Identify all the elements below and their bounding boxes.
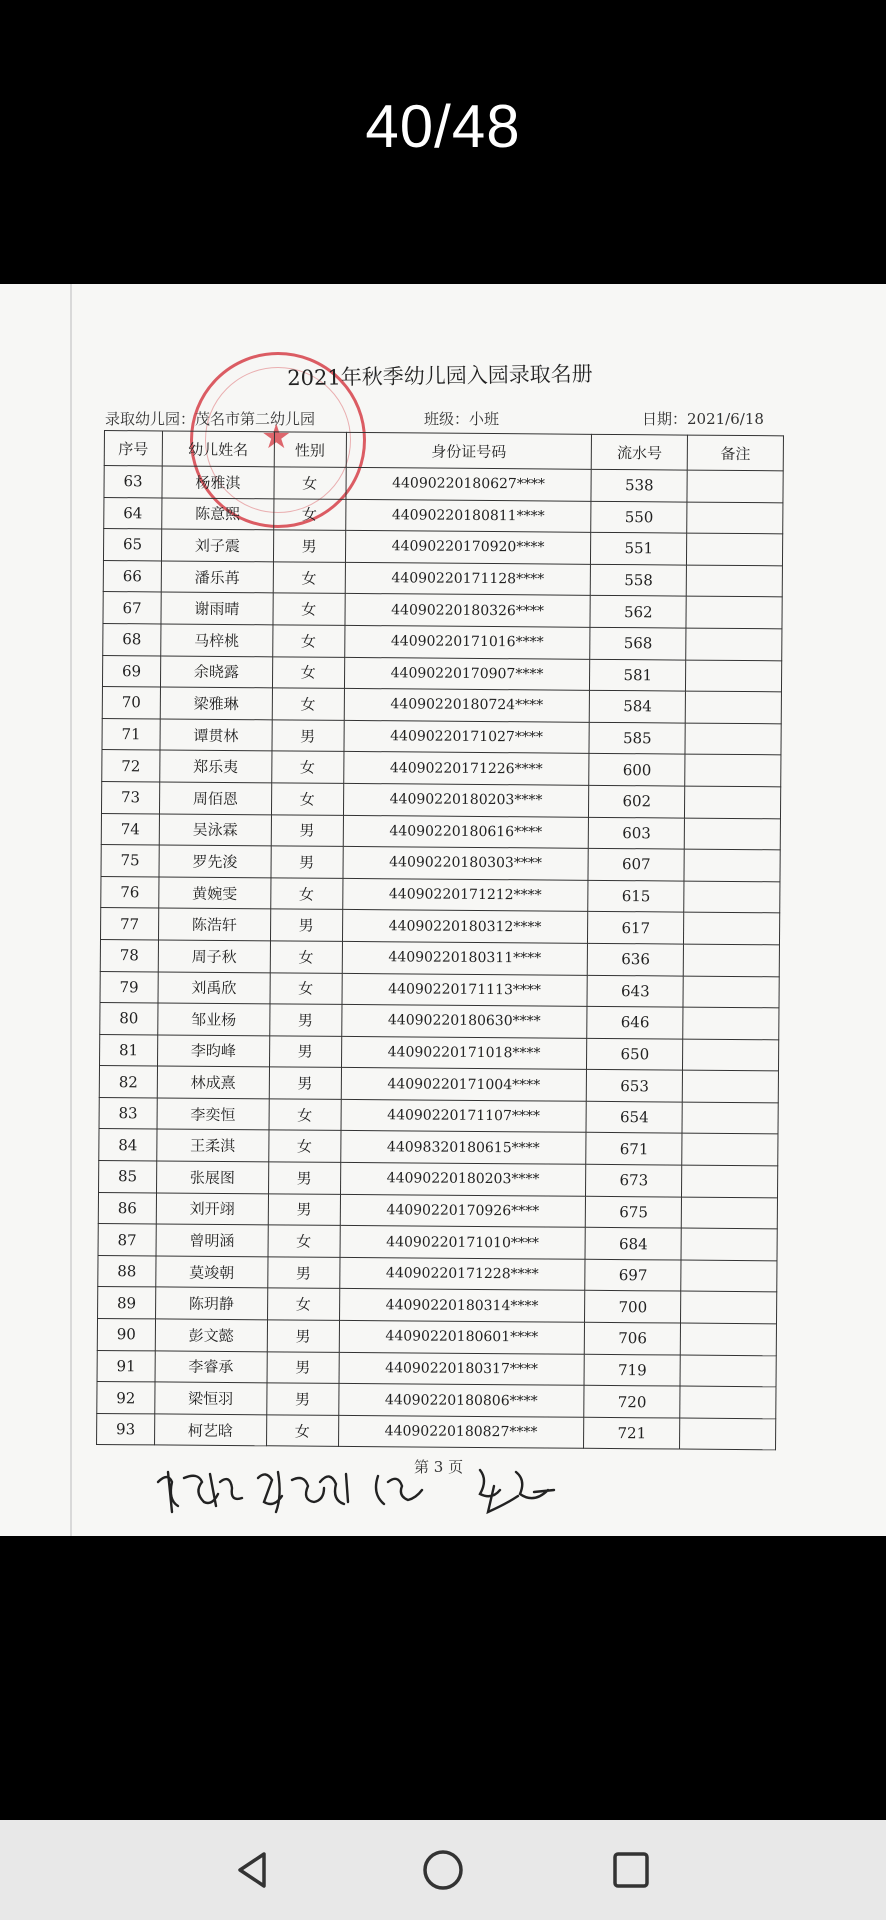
cell-gender: 女 bbox=[267, 1288, 339, 1320]
cell-gender: 男 bbox=[271, 814, 343, 846]
cell-gender: 男 bbox=[268, 1193, 340, 1225]
cell-name: 梁雅琳 bbox=[160, 687, 272, 719]
viewer-top-bar bbox=[0, 0, 886, 284]
triangle-back-icon bbox=[226, 1842, 282, 1898]
cell-name: 曾明涵 bbox=[156, 1224, 268, 1256]
cell-remark bbox=[682, 1134, 778, 1166]
cell-remark bbox=[681, 1291, 777, 1323]
cell-name: 周佰恩 bbox=[159, 782, 271, 814]
roster-table bbox=[96, 430, 784, 1451]
cell-remark bbox=[687, 533, 783, 565]
cell-id: 44090220171027**** bbox=[344, 720, 590, 754]
cell-remark bbox=[683, 976, 779, 1008]
class-label: 班级：小班 bbox=[424, 410, 500, 428]
cell-no: 88 bbox=[98, 1255, 156, 1287]
cell-no: 68 bbox=[103, 623, 161, 655]
cell-remark bbox=[680, 1386, 776, 1418]
cell-id: 44090220180627**** bbox=[345, 467, 591, 501]
cell-id: 44090220180314**** bbox=[339, 1289, 585, 1323]
cell-name: 邹业杨 bbox=[158, 1003, 270, 1035]
table-row bbox=[97, 1382, 776, 1419]
table-row bbox=[101, 845, 780, 882]
circle-home-icon bbox=[415, 1842, 471, 1898]
cell-remark bbox=[681, 1260, 777, 1292]
cell-id: 44090220180601**** bbox=[339, 1320, 585, 1354]
cell-gender: 女 bbox=[271, 751, 343, 783]
cell-id: 44090220180326**** bbox=[345, 594, 591, 628]
header-no: 序号 bbox=[104, 431, 162, 466]
cell-serial: 720 bbox=[584, 1386, 680, 1418]
cell-gender: 女 bbox=[272, 625, 344, 657]
table-header-row bbox=[104, 431, 783, 471]
table-row bbox=[101, 813, 780, 850]
cell-name: 陈浩轩 bbox=[158, 908, 270, 940]
cell-id: 44090220171228**** bbox=[339, 1257, 585, 1291]
table-row bbox=[102, 687, 781, 724]
cell-serial: 607 bbox=[588, 848, 684, 880]
cell-id: 44090220180806**** bbox=[338, 1384, 584, 1418]
cell-name: 谢雨晴 bbox=[161, 592, 273, 624]
cell-gender: 男 bbox=[266, 1383, 338, 1415]
cell-gender: 女 bbox=[271, 783, 343, 815]
cell-serial: 600 bbox=[589, 754, 685, 786]
cell-no: 65 bbox=[103, 529, 161, 561]
table-row bbox=[98, 1224, 777, 1261]
cell-no: 91 bbox=[97, 1350, 155, 1382]
cell-remark bbox=[680, 1355, 776, 1387]
cell-remark bbox=[682, 1102, 778, 1134]
cell-remark bbox=[687, 470, 783, 502]
cell-id: 44098320180615**** bbox=[340, 1131, 586, 1165]
cell-gender: 女 bbox=[274, 467, 346, 499]
cell-gender: 男 bbox=[270, 909, 342, 941]
cell-serial: 721 bbox=[584, 1417, 680, 1449]
handwritten-signatures bbox=[150, 1452, 650, 1532]
table-row bbox=[97, 1319, 776, 1356]
cell-gender: 男 bbox=[269, 1004, 341, 1036]
cell-no: 63 bbox=[104, 466, 162, 498]
cell-id: 44090220180203**** bbox=[343, 783, 589, 817]
cell-serial: 706 bbox=[585, 1322, 681, 1354]
cell-id: 44090220180311**** bbox=[342, 941, 588, 975]
cell-id: 44090220171226**** bbox=[343, 752, 589, 786]
home-button[interactable] bbox=[415, 1842, 471, 1898]
cell-id: 44090220180303**** bbox=[343, 847, 589, 881]
table-row bbox=[104, 497, 783, 534]
cell-gender: 女 bbox=[270, 941, 342, 973]
cell-no: 89 bbox=[98, 1287, 156, 1319]
cell-no: 66 bbox=[103, 560, 161, 592]
cell-name: 陈玥静 bbox=[155, 1287, 267, 1319]
cell-no: 74 bbox=[101, 813, 159, 845]
cell-serial: 602 bbox=[589, 785, 685, 817]
cell-remark bbox=[686, 596, 782, 628]
cell-serial: 673 bbox=[586, 1164, 682, 1196]
cell-gender: 女 bbox=[273, 562, 345, 594]
table-row bbox=[100, 1003, 779, 1040]
cell-serial: 671 bbox=[586, 1133, 682, 1165]
cell-remark bbox=[685, 754, 781, 786]
cell-id: 44090220171212**** bbox=[342, 878, 588, 912]
cell-name: 吴泳霖 bbox=[159, 813, 271, 845]
cell-remark bbox=[681, 1197, 777, 1229]
cell-gender: 女 bbox=[268, 1130, 340, 1162]
cell-name: 李睿承 bbox=[155, 1351, 267, 1383]
cell-id: 44090220171010**** bbox=[340, 1226, 586, 1260]
roster-body bbox=[97, 466, 784, 1451]
cell-no: 92 bbox=[97, 1382, 155, 1414]
cell-remark bbox=[684, 912, 780, 944]
cell-serial: 719 bbox=[584, 1354, 680, 1386]
header-gender: 性别 bbox=[274, 432, 346, 468]
cell-no: 82 bbox=[99, 1066, 157, 1098]
cell-name: 莫竣朝 bbox=[156, 1256, 268, 1288]
cell-gender: 女 bbox=[268, 1225, 340, 1257]
cell-no: 78 bbox=[100, 939, 158, 971]
cell-gender: 男 bbox=[269, 1067, 341, 1099]
cell-name: 刘开翊 bbox=[156, 1193, 268, 1225]
cell-id: 44090220180317**** bbox=[339, 1352, 585, 1386]
cell-gender: 女 bbox=[272, 688, 344, 720]
table-row bbox=[102, 655, 781, 692]
document-title: 2021年秋季幼儿园入园录取名册 bbox=[287, 361, 593, 391]
cell-gender: 男 bbox=[267, 1257, 339, 1289]
cell-no: 67 bbox=[103, 592, 161, 624]
cell-name: 潘乐苒 bbox=[161, 561, 273, 593]
cell-gender: 男 bbox=[269, 1036, 341, 1068]
cell-no: 80 bbox=[100, 1003, 158, 1035]
cell-no: 83 bbox=[99, 1097, 157, 1129]
cell-serial: 646 bbox=[587, 1006, 683, 1038]
cell-no: 72 bbox=[102, 750, 160, 782]
cell-gender: 女 bbox=[266, 1415, 338, 1447]
cell-gender: 男 bbox=[267, 1351, 339, 1383]
table-row bbox=[97, 1413, 776, 1450]
cell-no: 71 bbox=[102, 718, 160, 750]
cell-serial: 550 bbox=[591, 501, 687, 533]
cell-serial: 653 bbox=[587, 1070, 683, 1102]
cell-serial: 585 bbox=[589, 722, 685, 754]
cell-remark bbox=[684, 818, 780, 850]
page-counter: 40/48 bbox=[365, 93, 521, 160]
cell-name: 周子秋 bbox=[158, 940, 270, 972]
cell-no: 70 bbox=[102, 687, 160, 719]
cell-gender: 女 bbox=[273, 593, 345, 625]
cell-name: 罗先浚 bbox=[159, 845, 271, 877]
cell-no: 64 bbox=[104, 497, 162, 529]
table-row bbox=[102, 750, 781, 787]
cell-gender: 男 bbox=[267, 1320, 339, 1352]
cell-no: 81 bbox=[100, 1034, 158, 1066]
cell-no: 75 bbox=[101, 845, 159, 877]
cell-serial: 650 bbox=[587, 1038, 683, 1070]
cell-name: 王柔淇 bbox=[157, 1129, 269, 1161]
android-navigation-bar bbox=[0, 1820, 886, 1920]
cell-no: 76 bbox=[101, 876, 159, 908]
cell-name: 刘禹欣 bbox=[158, 971, 270, 1003]
recent-apps-button[interactable] bbox=[603, 1842, 659, 1898]
cell-serial: 615 bbox=[588, 880, 684, 912]
table-row bbox=[98, 1255, 777, 1292]
cell-serial: 568 bbox=[590, 627, 686, 659]
cell-serial: 551 bbox=[591, 533, 687, 565]
cell-no: 79 bbox=[100, 971, 158, 1003]
cell-remark bbox=[686, 565, 782, 597]
cell-id: 44090220180312**** bbox=[342, 910, 588, 944]
cell-serial: 643 bbox=[587, 975, 683, 1007]
cell-name: 黄婉雯 bbox=[159, 877, 271, 909]
cell-serial: 538 bbox=[591, 469, 687, 501]
cell-serial: 558 bbox=[591, 564, 687, 596]
cell-id: 44090220180811**** bbox=[345, 499, 591, 533]
table-row bbox=[101, 876, 780, 913]
cell-remark bbox=[680, 1418, 776, 1450]
cell-name: 余晓露 bbox=[160, 656, 272, 688]
table-row bbox=[98, 1192, 777, 1229]
cell-serial: 584 bbox=[590, 690, 686, 722]
cell-gender: 女 bbox=[272, 656, 344, 688]
table-row bbox=[99, 1066, 778, 1103]
cell-no: 85 bbox=[99, 1161, 157, 1193]
table-row bbox=[99, 1129, 778, 1166]
cell-remark bbox=[684, 849, 780, 881]
cell-id: 44090220180630**** bbox=[341, 1004, 587, 1038]
cell-name: 柯艺晗 bbox=[154, 1414, 266, 1446]
cell-gender: 女 bbox=[273, 498, 345, 530]
table-row bbox=[103, 560, 782, 597]
cell-id: 44090220170920**** bbox=[345, 531, 591, 565]
cell-remark bbox=[682, 1070, 778, 1102]
header-serial: 流水号 bbox=[592, 434, 688, 470]
page-edge-line bbox=[70, 284, 72, 1536]
table-row bbox=[98, 1287, 777, 1324]
cell-no: 90 bbox=[97, 1319, 155, 1351]
cell-name: 马梓桃 bbox=[161, 624, 273, 656]
table-row bbox=[99, 1097, 778, 1134]
school-label: 录取幼儿园：茂名市第二幼儿园 bbox=[105, 410, 316, 428]
header-id: 身份证号码 bbox=[346, 432, 592, 469]
cell-name: 梁恒羽 bbox=[155, 1382, 267, 1414]
cell-serial: 636 bbox=[588, 943, 684, 975]
table-row bbox=[103, 592, 782, 629]
table-row bbox=[97, 1350, 776, 1387]
cell-no: 69 bbox=[102, 655, 160, 687]
cell-no: 93 bbox=[97, 1413, 155, 1445]
table-row bbox=[104, 466, 783, 503]
cell-serial: 562 bbox=[590, 596, 686, 628]
cell-name: 刘子震 bbox=[161, 529, 273, 561]
table-row bbox=[100, 908, 779, 945]
cell-remark bbox=[684, 881, 780, 913]
cell-id: 44090220180724**** bbox=[344, 689, 590, 723]
cell-remark bbox=[681, 1228, 777, 1260]
cell-name: 谭贯林 bbox=[160, 719, 272, 751]
cell-serial: 700 bbox=[585, 1291, 681, 1323]
cell-remark bbox=[683, 1039, 779, 1071]
cell-id: 44090220171128**** bbox=[345, 562, 591, 596]
cell-id: 44090220171016**** bbox=[344, 625, 590, 659]
table-row bbox=[100, 1034, 779, 1071]
cell-serial: 675 bbox=[586, 1196, 682, 1228]
cell-no: 86 bbox=[98, 1192, 156, 1224]
cell-name: 杨雅淇 bbox=[162, 466, 274, 498]
cell-remark bbox=[683, 1007, 779, 1039]
cell-id: 44090220171018**** bbox=[341, 1036, 587, 1070]
cell-serial: 581 bbox=[590, 659, 686, 691]
cell-name: 李昀峰 bbox=[157, 1035, 269, 1067]
cell-name: 陈意熙 bbox=[162, 498, 274, 530]
cell-name: 彭文懿 bbox=[155, 1319, 267, 1351]
back-button[interactable] bbox=[226, 1842, 282, 1898]
cell-id: 44090220171113**** bbox=[342, 973, 588, 1007]
cell-id: 44090220180827**** bbox=[338, 1415, 584, 1449]
cell-id: 44090220170907**** bbox=[344, 657, 590, 691]
table-row bbox=[99, 1161, 778, 1198]
cell-no: 87 bbox=[98, 1224, 156, 1256]
header-name: 幼儿姓名 bbox=[162, 431, 274, 467]
square-recent-icon bbox=[603, 1842, 659, 1898]
cell-gender: 男 bbox=[273, 530, 345, 562]
cell-gender: 男 bbox=[272, 720, 344, 752]
cell-remark bbox=[685, 786, 781, 818]
date-label: 日期：2021/6/18 bbox=[642, 410, 764, 428]
table-row bbox=[103, 529, 782, 566]
cell-name: 林成熹 bbox=[157, 1066, 269, 1098]
cell-gender: 女 bbox=[269, 1099, 341, 1131]
cell-remark bbox=[685, 691, 781, 723]
stamp-star-icon: ★ bbox=[261, 417, 292, 457]
cell-gender: 女 bbox=[270, 878, 342, 910]
cell-gender: 男 bbox=[268, 1162, 340, 1194]
cell-remark bbox=[682, 1165, 778, 1197]
page-number: 第 3 页 bbox=[414, 1458, 464, 1476]
cell-serial: 603 bbox=[589, 817, 685, 849]
cell-serial: 654 bbox=[586, 1101, 682, 1133]
cell-no: 77 bbox=[100, 908, 158, 940]
signatures-drawing bbox=[150, 1452, 650, 1532]
cell-id: 44090220171107**** bbox=[341, 1099, 587, 1133]
cell-serial: 617 bbox=[588, 912, 684, 944]
roster-table-wrapper bbox=[96, 430, 784, 1451]
table-row bbox=[100, 971, 779, 1008]
table-row bbox=[100, 939, 779, 976]
cell-remark bbox=[686, 628, 782, 660]
table-row bbox=[101, 781, 780, 818]
header-remark: 备注 bbox=[687, 435, 783, 471]
cell-remark bbox=[680, 1323, 776, 1355]
cell-gender: 女 bbox=[270, 972, 342, 1004]
cell-id: 44090220171004**** bbox=[341, 1068, 587, 1102]
cell-name: 张展图 bbox=[156, 1161, 268, 1193]
cell-name: 郑乐夷 bbox=[160, 750, 272, 782]
cell-name: 李奕恒 bbox=[157, 1098, 269, 1130]
cell-id: 44090220170926**** bbox=[340, 1194, 586, 1228]
table-row bbox=[102, 718, 781, 755]
cell-remark bbox=[683, 944, 779, 976]
cell-remark bbox=[686, 660, 782, 692]
cell-no: 73 bbox=[101, 781, 159, 813]
cell-remark bbox=[687, 502, 783, 534]
cell-id: 44090220180203**** bbox=[340, 1162, 586, 1196]
table-row bbox=[103, 623, 782, 660]
cell-gender: 男 bbox=[271, 846, 343, 878]
cell-serial: 684 bbox=[585, 1228, 681, 1260]
cell-remark bbox=[685, 723, 781, 755]
cell-id: 44090220180616**** bbox=[343, 815, 589, 849]
cell-serial: 697 bbox=[585, 1259, 681, 1291]
cell-no: 84 bbox=[99, 1129, 157, 1161]
document-image[interactable] bbox=[0, 284, 886, 1536]
